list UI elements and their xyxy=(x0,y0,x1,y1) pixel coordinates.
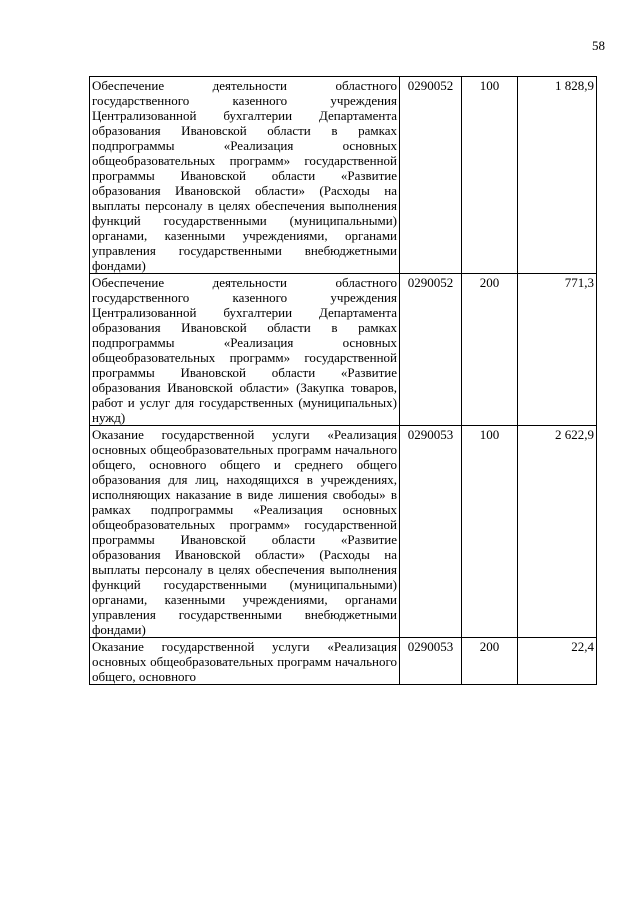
row-amount: 2 622,9 xyxy=(518,426,597,638)
row-description: Обеспечение деятельности областного государственного казенного учреждения Централизованной бухгалтерии Департамента образования Ивановской области в рамках подпрограммы «Реализация основных общеобразовательных программ» государственной программы Ивановской области «Развитие образования Ивановской области» (Расходы на выплаты персоналу в целях обеспечения выполнения функций государственными (муниципальными) органами, казенными учреждениями, органами управления государственными внебюджетными фондами) xyxy=(90,77,400,274)
table-row xyxy=(90,77,597,274)
row-expense-type: 200 xyxy=(462,274,518,426)
row-amount: 22,4 xyxy=(518,638,597,685)
row-description: Оказание государственной услуги «Реализация основных общеобразовательных программ начального общего, основного общего и среднего общего образования для лиц, находящихся в учреждениях, исполняющих наказание в виде лишения свободы» в рамках подпрограммы «Реализация основных общеобразовательных программ» государственной программы Ивановской области «Развитие образования Ивановской области» (Расходы на выплаты персоналу в целях обеспечения выполнения функций государственными (муниципальными) органами, казенными учреждениями, органами управления государственными внебюджетными фондами) xyxy=(90,426,400,638)
row-amount: 771,3 xyxy=(518,274,597,426)
row-amount: 1 828,9 xyxy=(518,77,597,274)
row-description: Обеспечение деятельности областного государственного казенного учреждения Централизованной бухгалтерии Департамента образования Ивановской области в рамках подпрограммы «Реализация основных общеобразовательных программ» государственной программы Ивановской области «Развитие образования Ивановской области» (Закупка товаров, работ и услуг для государственных (муниципальных) нужд) xyxy=(90,274,400,426)
page-number: 58 xyxy=(592,38,605,53)
table-row xyxy=(90,274,597,426)
row-expense-type: 100 xyxy=(462,426,518,638)
row-target-code: 0290053 xyxy=(400,638,462,685)
budget-table xyxy=(89,76,597,685)
row-target-code: 0290052 xyxy=(400,77,462,274)
row-expense-type: 200 xyxy=(462,638,518,685)
row-target-code: 0290053 xyxy=(400,426,462,638)
row-description: Оказание государственной услуги «Реализация основных общеобразовательных программ начального общего, основного xyxy=(90,638,400,685)
row-target-code: 0290052 xyxy=(400,274,462,426)
row-expense-type: 100 xyxy=(462,77,518,274)
table-row xyxy=(90,638,597,685)
table-row xyxy=(90,426,597,638)
